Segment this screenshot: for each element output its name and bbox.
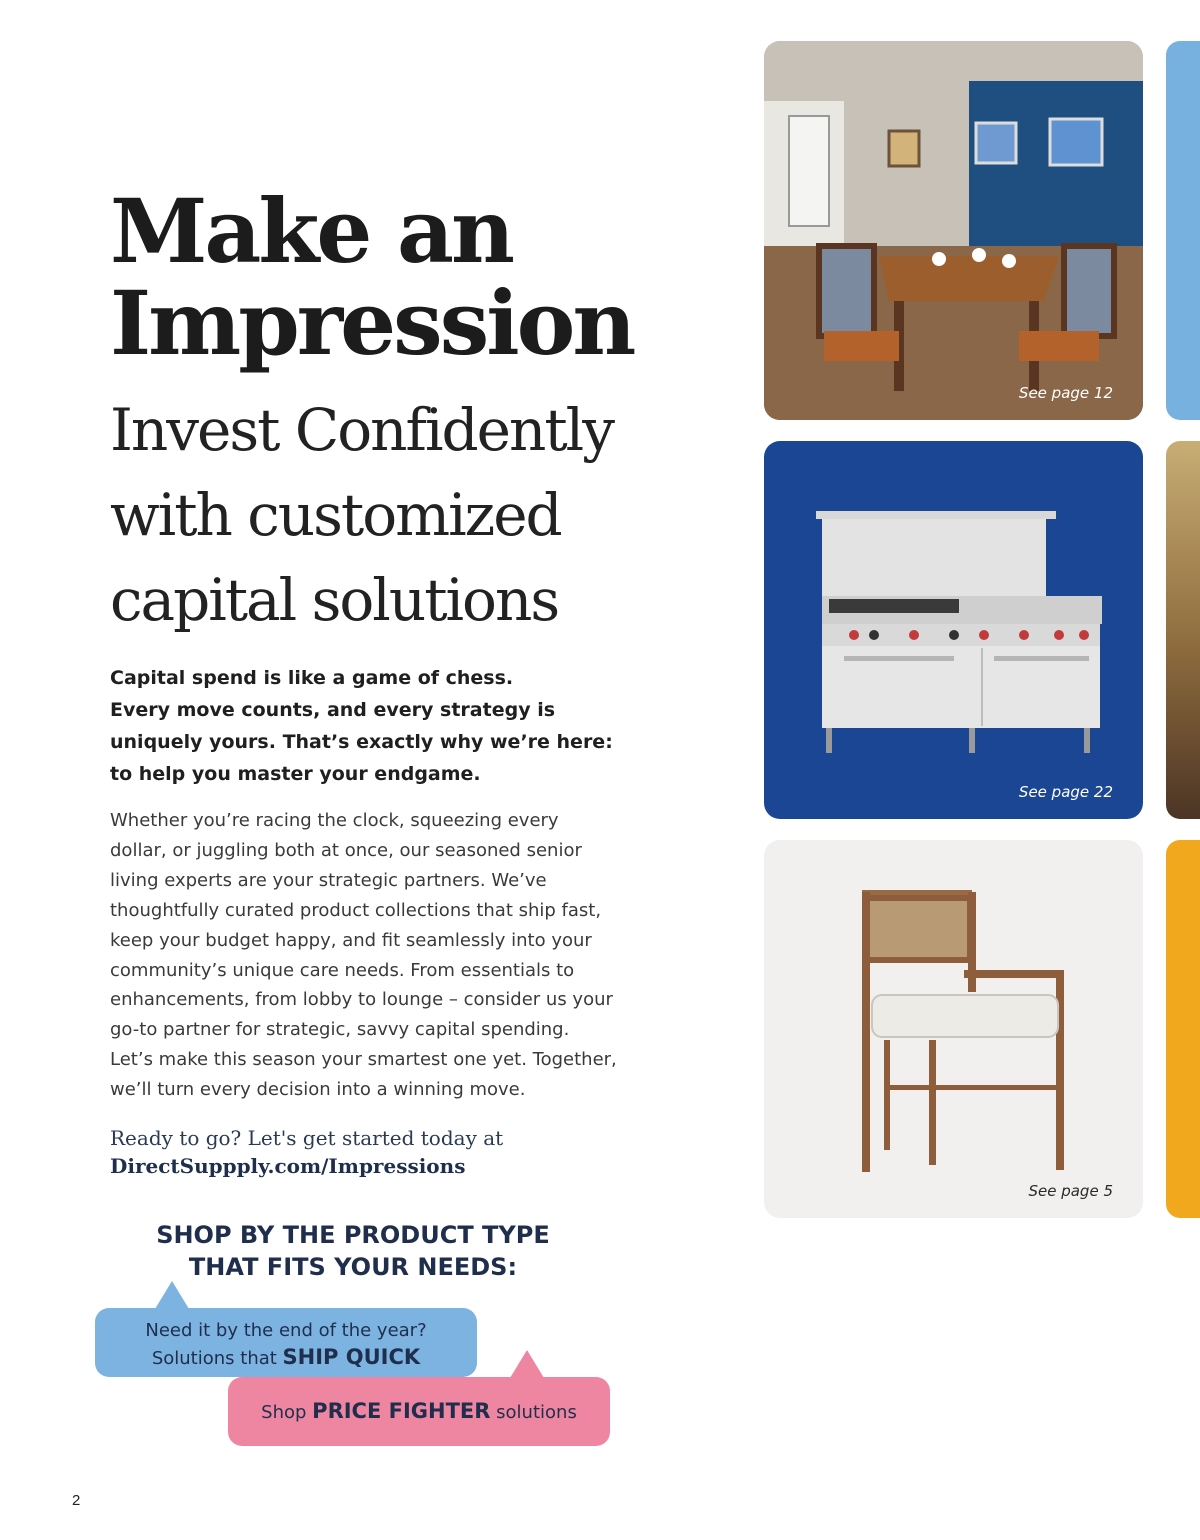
headline-line-2: Impression [110, 271, 634, 375]
side-card-yellow [1166, 840, 1200, 1218]
body-line: we’ll turn every decision into a winning move. [110, 1079, 526, 1101]
chair-image [764, 840, 1143, 1218]
headline [110, 179, 670, 375]
body-paragraph [110, 806, 650, 1105]
range-image [764, 441, 1143, 819]
shop-heading [110, 1219, 596, 1283]
body-line: Let’s make this season your smartest one yet. Together, [110, 1049, 617, 1071]
range-caption: See page 22 [1018, 783, 1113, 801]
cta-block [110, 1124, 630, 1180]
dining-room-caption: See page 12 [1018, 384, 1113, 402]
price-fighter-suffix: solutions [490, 1402, 577, 1423]
shop-heading-line: SHOP BY THE PRODUCT TYPE [156, 1221, 550, 1249]
body-line: community’s unique care needs. From essentials to [110, 959, 575, 981]
body-line: Whether you’re racing the clock, squeezing every [110, 810, 559, 831]
lead-line: Capital spend is like a game of chess. [110, 667, 514, 689]
subhead-line: capital solutions [110, 566, 559, 634]
range-card[interactable] [764, 441, 1143, 819]
body-line: enhancements, from lobby to lounge – consider us your [110, 989, 613, 1011]
cta-text: Ready to go? Let's get started today at [110, 1126, 504, 1150]
page-number: 2 [72, 1492, 81, 1509]
subheadline [110, 388, 690, 643]
lead-paragraph [110, 662, 630, 790]
ship-quick-line-2 [95, 1344, 477, 1372]
body-line: thoughtfully curated product collections that ship fast, [110, 899, 602, 921]
side-card-blue [1166, 41, 1200, 420]
side-card-photo [1166, 441, 1200, 819]
body-line: living experts are your strategic partners. We’ve [110, 869, 547, 891]
ship-quick-button[interactable] [95, 1308, 477, 1377]
dining-room-image [764, 41, 1143, 420]
dining-room-card[interactable] [764, 41, 1143, 420]
ship-quick-prefix: Solutions that [151, 1348, 283, 1369]
lead-line: uniquely yours. That’s exactly why we’re here: [110, 731, 613, 753]
shop-heading-line: THAT FITS YOUR NEEDS: [188, 1253, 518, 1281]
price-fighter-prefix: Shop [261, 1402, 313, 1423]
body-line: keep your budget happy, and fit seamlessly into your [110, 929, 592, 951]
ship-quick-emphasis: SHIP QUICK [282, 1345, 421, 1369]
price-fighter-emphasis: PRICE FIGHTER [312, 1399, 491, 1423]
body-line: go-to partner for strategic, savvy capital spending. [110, 1019, 570, 1041]
lead-line: Every move counts, and every strategy is [110, 699, 556, 721]
headline-line-1: Make an [110, 179, 513, 283]
ship-quick-line-1: Need it by the end of the year? [145, 1320, 427, 1341]
chair-card[interactable] [764, 840, 1143, 1218]
subhead-line: with customized [110, 481, 561, 549]
cta-link[interactable]: DirectSuppply.com/Impressions [110, 1154, 466, 1178]
body-line: dollar, or juggling both at once, our seasoned senior [110, 839, 582, 861]
subhead-line: Invest Confidently [110, 396, 613, 464]
chair-caption: See page 5 [1028, 1182, 1113, 1200]
price-fighter-button[interactable] [228, 1377, 610, 1446]
lead-line: to help you master your endgame. [110, 763, 481, 785]
